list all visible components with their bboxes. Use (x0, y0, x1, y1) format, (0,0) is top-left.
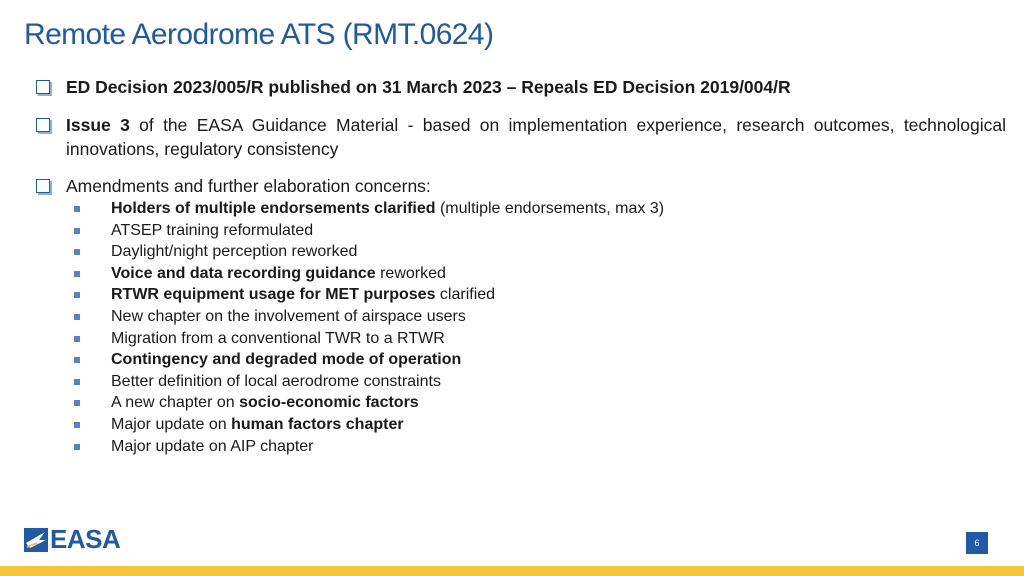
amendments-sublist (72, 198, 972, 457)
list-item: Voice and data recording guidance reworked (72, 263, 972, 285)
list-item: Holders of multiple endorsements clarified (multiple endorsements, max 3) (72, 198, 972, 220)
list-item: ATSEP training reformulated (72, 220, 972, 242)
easa-emblem-icon (24, 528, 48, 552)
square-bullet-icon (74, 336, 80, 342)
list-item: RTWR equipment usage for MET purposes clarified (72, 284, 972, 306)
bullet-text: Issue 3 of the EASA Guidance Material - based on implementation experience, research outcomes, technological innovations, regulatory consistency (66, 115, 1006, 159)
page-number: 6 (966, 532, 988, 554)
square-bullet-icon (74, 314, 80, 320)
footer-bar (0, 566, 1024, 576)
list-item: Daylight/night perception reworked (72, 241, 972, 263)
square-bullet-icon (74, 400, 80, 406)
square-bullet-icon (74, 206, 80, 212)
list-item: Major update on human factors chapter (72, 414, 972, 436)
square-bullet-icon (74, 422, 80, 428)
logo-wordmark: EASA (50, 524, 121, 554)
list-item: Contingency and degraded mode of operation (72, 349, 972, 371)
list-item: Major update on AIP chapter (72, 436, 972, 458)
checkbox-bullet-icon (36, 80, 50, 94)
slide-title: Remote Aerodrome ATS (RMT.0624) (24, 18, 494, 51)
square-bullet-icon (74, 249, 80, 255)
square-bullet-icon (74, 292, 80, 298)
list-item: Migration from a conventional TWR to a RTWR (72, 328, 972, 350)
square-bullet-icon (74, 228, 80, 234)
bullet-text: ED Decision 2023/005/R published on 31 March 2023 – Repeals ED Decision 2019/004/R (66, 77, 791, 97)
checkbox-bullet-icon (36, 118, 50, 132)
bullet-text: Amendments and further elaboration concerns: (66, 176, 431, 196)
list-item: A new chapter on socio-economic factors (72, 392, 972, 414)
square-bullet-icon (74, 271, 80, 277)
list-item: New chapter on the involvement of airspace users (72, 306, 972, 328)
bullet-issue-3 (36, 113, 1006, 161)
bullet-ed-decision (36, 75, 1006, 99)
list-item: Better definition of local aerodrome constraints (72, 371, 972, 393)
square-bullet-icon (74, 379, 80, 385)
easa-logo (24, 524, 121, 555)
square-bullet-icon (74, 357, 80, 363)
bullet-amendments (36, 174, 1006, 198)
square-bullet-icon (74, 444, 80, 450)
checkbox-bullet-icon (36, 179, 50, 193)
